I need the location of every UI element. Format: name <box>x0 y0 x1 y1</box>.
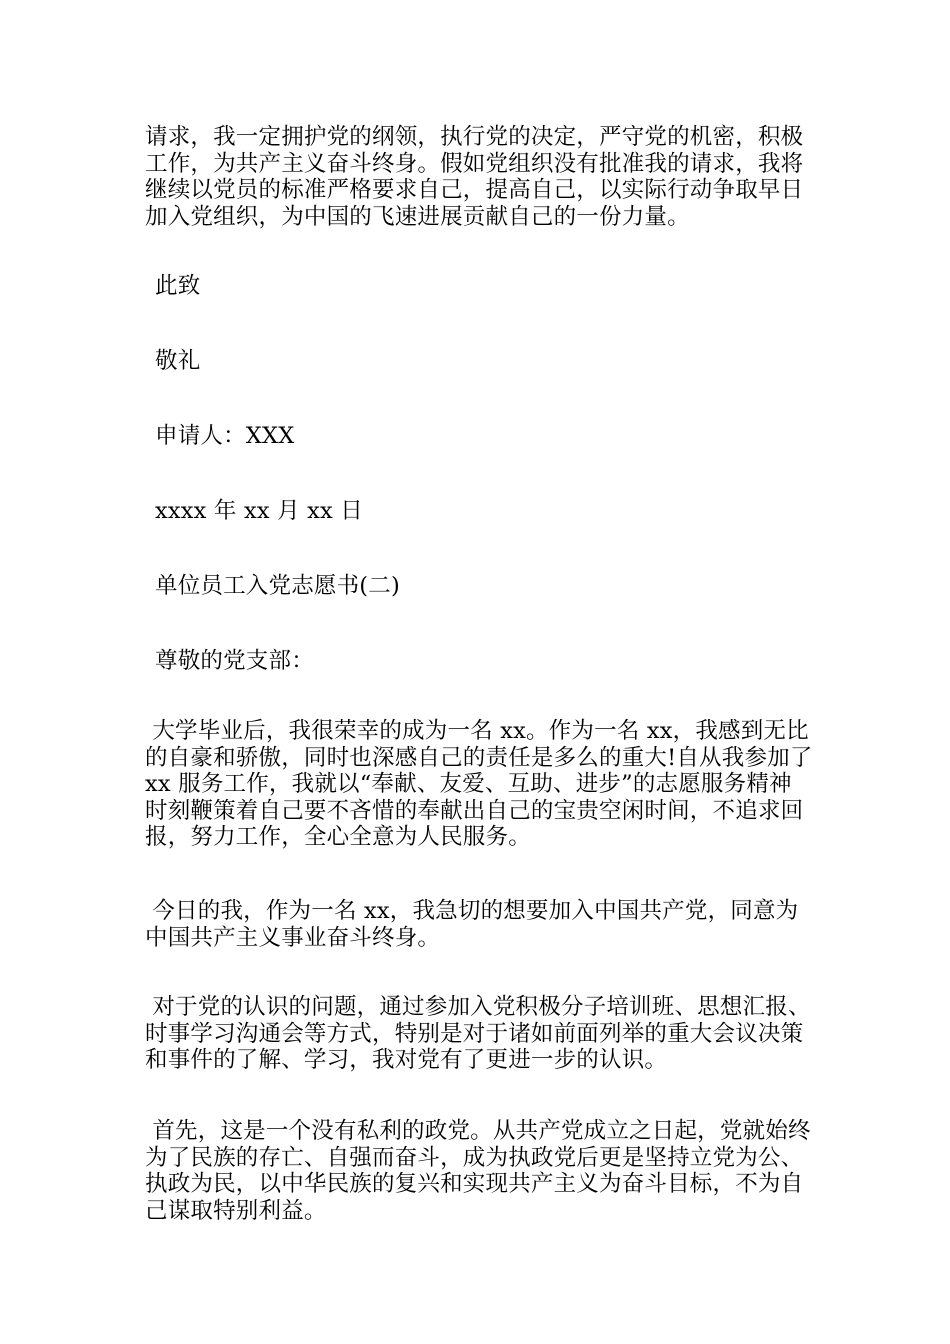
paragraph-line: 执政为民，以中华民族的复兴和实现共产主义为奋斗目标，不为自 <box>145 1171 804 1197</box>
paragraph-line: 己谋取特别利益。 <box>145 1197 327 1224</box>
paragraph-line: 工作，为共产主义奋斗终身。假如党组织没有批准我的请求，我将 <box>145 150 804 177</box>
paragraph-line: 为了民族的存亡、自强而奋斗，成为执政党后更是坚持立党为公、 <box>145 1144 804 1171</box>
paragraph-line: xx 服务工作，我就以“奉献、友爱、互助、进步”的志愿服务精神 <box>145 771 792 797</box>
paragraph-line: 报，努力工作，全心全意为人民服务。 <box>145 824 531 850</box>
section-title: 单位员工入党志愿书(二) <box>155 573 400 599</box>
paragraph-line: 时事学习沟通会等方式，特别是对于诸如前面列举的重大会议决策 <box>145 1020 804 1047</box>
paragraph-line: 请求，我一定拥护党的纲领，执行党的决定，严守党的机密，积极 <box>145 124 804 150</box>
body-paragraph-2 <box>145 898 810 951</box>
opening-paragraph <box>145 124 810 230</box>
paragraph-line: 的自豪和骄傲，同时也深感自己的责任是多么的重大!自从我参加了 <box>145 744 813 771</box>
paragraph-line: 对于党的认识的问题，通过参加入党积极分子培训班、思想汇报、 <box>145 994 811 1020</box>
greeting: 尊敬的党支部： <box>155 648 314 674</box>
date-line: xxxx 年 xx 月 xx 日 <box>155 498 363 524</box>
paragraph-line: 首先，这是一个没有私利的政党。从共产党成立之日起，党就始终 <box>145 1118 811 1144</box>
body-paragraph-1 <box>145 718 813 851</box>
paragraph-line: 大学毕业后，我很荣幸的成为一名 xx。作为一名 xx，我感到无比 <box>145 718 809 744</box>
closing-respect: 敬礼 <box>155 348 201 374</box>
paragraph-line: 加入党组织，为中国的飞速进展贡献自己的一份力量。 <box>145 203 690 230</box>
paragraph-line: 今日的我，作为一名 xx，我急切的想要加入中国共产党，同意为 <box>145 898 799 924</box>
body-paragraph-4 <box>145 1118 810 1224</box>
paragraph-line: 中国共产主义事业奋斗终身。 <box>145 924 441 951</box>
body-paragraph-3 <box>145 994 810 1074</box>
paragraph-line: 继续以党员的标准严格要求自己，提高自己，以实际行动争取早日 <box>145 177 804 203</box>
paragraph-line: 时刻鞭策着自己要不吝惜的奉献出自己的宝贵空闲时间，不追求回 <box>145 797 804 824</box>
applicant-line: 申请人：XXX <box>155 423 295 449</box>
paragraph-line: 和事件的了解、学习，我对党有了更进一步的认识。 <box>145 1047 668 1073</box>
closing-salutation: 此致 <box>155 273 201 299</box>
